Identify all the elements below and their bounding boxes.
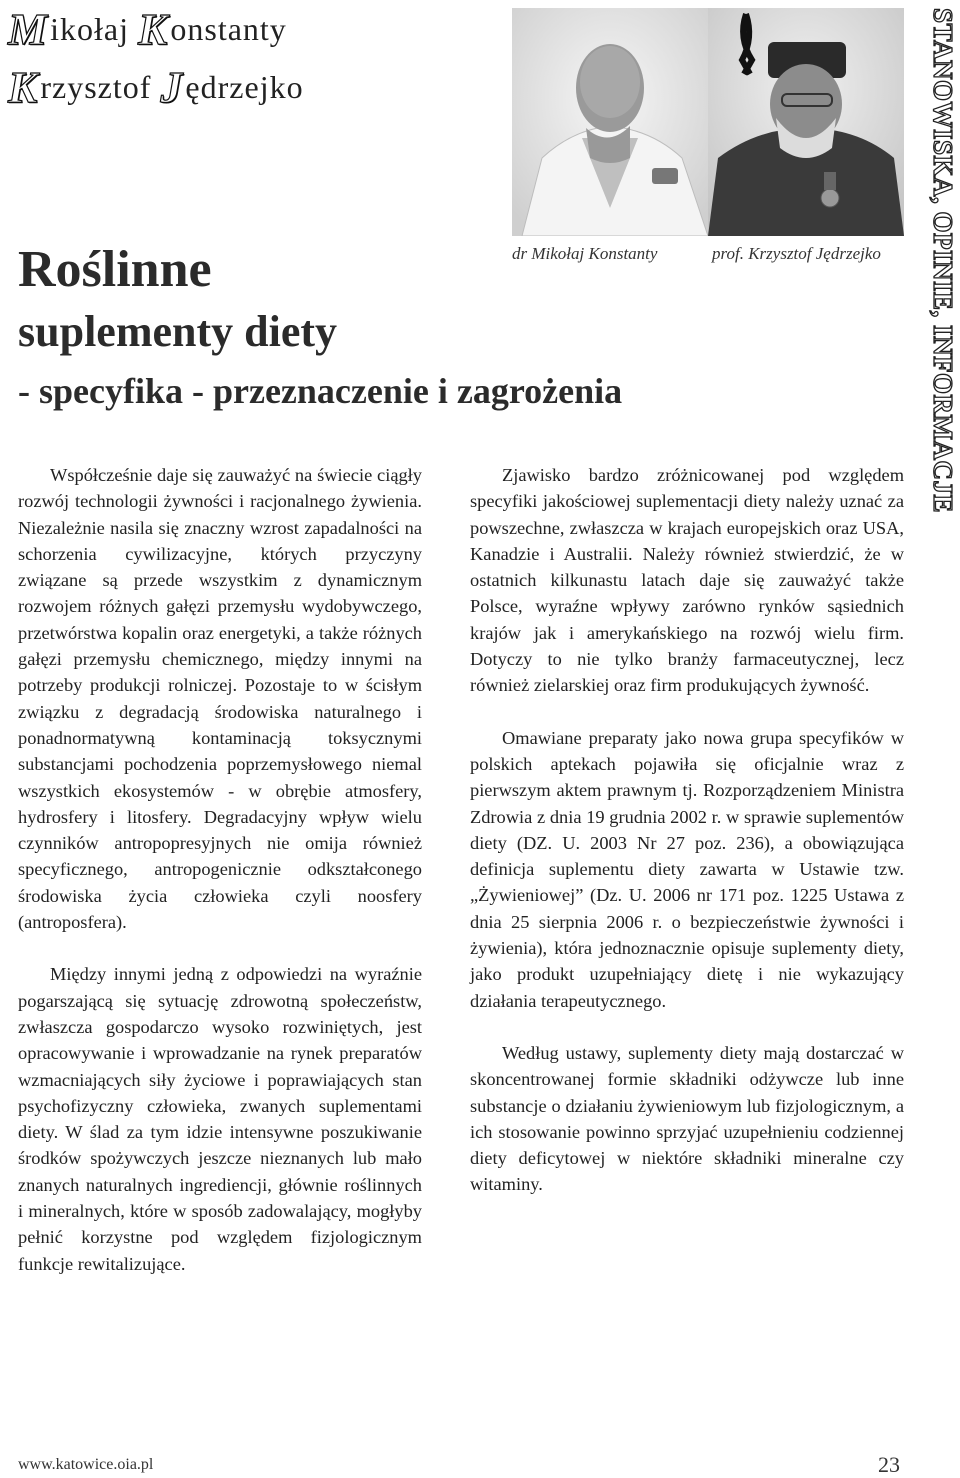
right-column (470, 462, 904, 1198)
mourning-ribbon-icon (742, 14, 752, 74)
article-title: Roślinne (18, 241, 212, 298)
drop-initial: J (160, 63, 184, 112)
paragraph: Według ustawy, suplementy diety mają dostarczać w skoncentrowanej formie składniki odżywcze lub inne substancje o działaniu żywieniowym lub fizjologicznym, a ich stosowanie powinno sprzyjać uzupełnieniu codziennej diety deficytowej w niektóre składniki mineralne czy witaminy. (470, 1042, 904, 1195)
footer-url: www.katowice.oia.pl (18, 1456, 154, 1473)
article-subheading: - specyfika - przeznaczenie i zagrożenia (18, 371, 623, 411)
paragraph: Współcześnie daje się zauważyć na świecie ciągły rozwój technologii żywności i racjonalnego żywienia. Niezależnie nasila się znaczny wzrost zapadalności na schorzenia cywilizacyjne, których przyczyny związane są przede wszystkim z dynamicznym rozwojem różnych gałęzi przemysłu wydobywczego, przetwórstwa kopalin oraz energetyki, a także różnych gałęzi przemysłu chemicznego, między innymi na potrzeby produkcji rolniczej. Pozostaje to w ścisłym związku z degradacją środowiska naturalnego i ponadnormatywną kontaminacją toksycznymi substancjami pochodzenia poprzemysłowego niemal wszystkich ekosystemów - w obrębie atmosfery, hydrosfery i litosfery. Degradacyjny wpływ wielu czynników antropopresyjnych nie omija również specyficznego, antropogenicznie odkształconego środowiska życia człowieka czyli noosfery (antroposfera). (18, 465, 422, 933)
paragraph: Omawiane preparaty jako nowa grupa specyfików w polskich aptekach pojawiła się oficjalnie wraz z pierwszym aktem prawnym tj. Rozporządzeniem Ministra Zdrowia z dnia 19 grudnia 2002 r. w sprawie suplementów diety (DZ. U. 2003 Nr 27 poz. 236), a obowiązująca definicja suplementu diety zawarta w Ustawie tzw. „Żywieniowej” (Dz. U. 2006 nr 171 poz. 1225 Ustawa z dnia 25 sierpnia 2006 r. o bezpieczeństwie żywności i żywienia), która jednoznacznie opisuje suplementy diety, jako produkt uzupełniający dietę i nie wykazujący działania terapeutycznego. (470, 727, 904, 1011)
photo-caption-left: dr Mikołaj Konstanty (512, 244, 658, 263)
author-name-2: Krzysztof Jędrzejko (8, 63, 304, 112)
drop-initial: M (8, 5, 49, 54)
author-photo-konstanty (512, 8, 708, 236)
photo-caption-right: prof. Krzysztof Jędrzejko (712, 244, 881, 263)
author-name-1: Mikołaj Konstanty (8, 5, 287, 54)
author-photo-jedrzejko (708, 8, 904, 236)
drop-initial: K (138, 5, 169, 54)
section-label: STANOWISKA, OPINIE, INFORMACJE (928, 8, 958, 514)
article-subtitle: suplementy diety (18, 307, 337, 356)
drop-initial: K (8, 63, 39, 112)
paragraph: Zjawisko bardzo zróżnicowanej pod względem specyfiki jakościowej suplementacji diety należy uznać za powszechne, zwłaszcza w krajach europejskich oraz USA, Kanadzie i Australii. Należy również stwierdzić, że w ostatnich kilkunastu latach daje się zauważyć także Polsce, wyraźne wpływy zarówno rynków sąsiednich krajów jak i amerykańskiego na rozwój wielu firm. Dotyczy to nie tylko branży farmaceutycznej, lecz również zielarskiej oraz firm produkujących żywność. (470, 465, 904, 696)
paragraph: Między innymi jedną z odpowiedzi na wyraźnie pogarszającą się sytuację zdrowotną społeczeństw, zwłaszcza gospodarczo wysoko rozwiniętych, jest opracowywanie i wprowadzanie na rynek preparatów wzmacniających siły życiowe i poprawiających stan psychofizyczny człowieka, zwanych suplementami diety. W ślad za tym idzie intensywne poszukiwanie środków spożywczych jeszcze nieznanych lub mało znanych naturalnych ingrediencji, głównie roślinnych i mineralnych, które w sposób zadowalający, mogłyby pełnić korzystne pod względem fizjologicznym funkcje rewitalizujące. (18, 964, 422, 1274)
page-number: 23 (878, 1452, 900, 1477)
left-column (18, 462, 422, 1277)
